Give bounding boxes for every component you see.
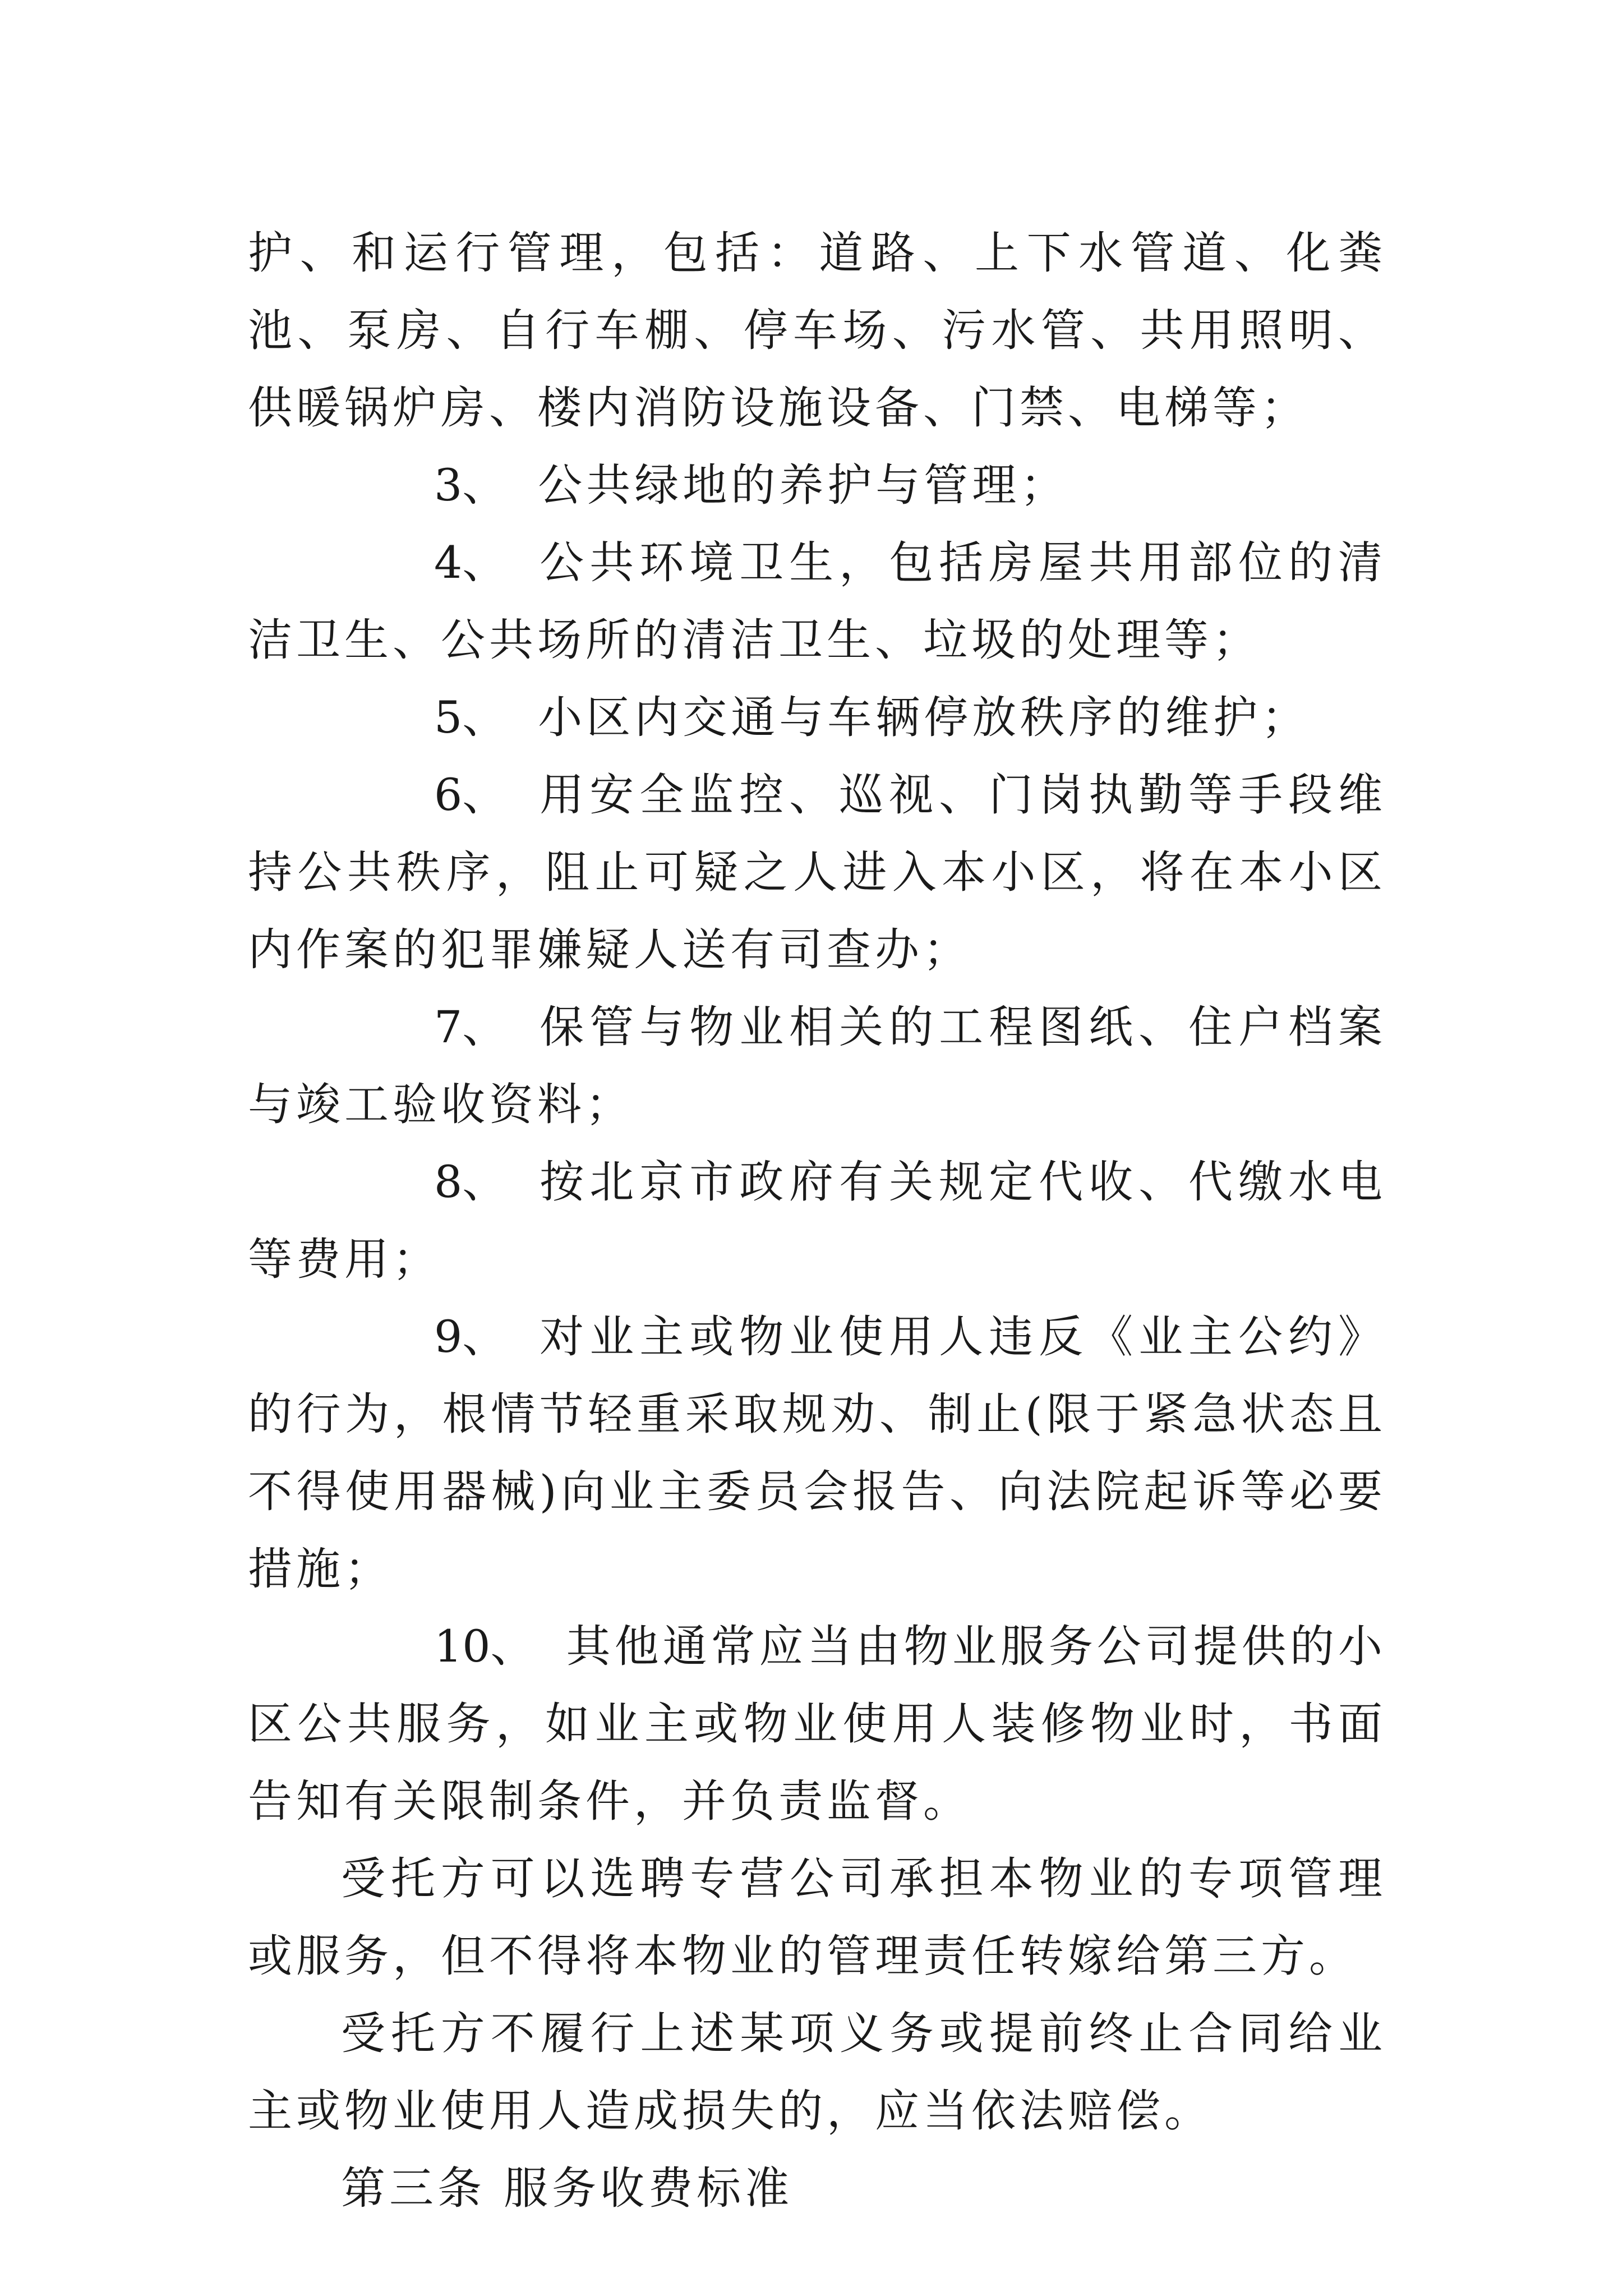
list-number: 8、 — [434, 1156, 507, 1208]
paragraph-text: 受托方可以选聘专营公司承担本物业的专项管理或服务，但不得将本物业的管理责任转嫁给第三方。 — [248, 1853, 1386, 1982]
list-number: 3、 — [434, 459, 507, 511]
list-item-text: 其他通常应当由物业服务公司提供的小区公共服务，如业主或物业使用人装修物业时，书面告知有关限制条件，并负责监督。 — [248, 1621, 1386, 1827]
list-item-10 — [248, 1608, 1386, 1840]
paragraph-text: 受托方不履行上述某项义务或提前终止合同给业主或物业使用人造成损失的，应当依法赔偿。 — [248, 2008, 1386, 2137]
list-item-text: 公共环境卫生，包括房屋共用部位的清洁卫生、公共场所的清洁卫生、垃圾的处理等； — [248, 537, 1386, 666]
list-number: 7、 — [434, 1001, 507, 1053]
list-item-3 — [248, 447, 1386, 524]
list-item-text: 小区内交通与车辆停放秩序的维护； — [538, 692, 1310, 743]
list-item-text: 对业主或物业使用人违反《业主公约》的行为，根情节轻重采取规劝、制止(限于紧急状态且不得使用器械)向业主委员会报告、向法院起诉等必要措施； — [248, 1311, 1386, 1595]
list-number: 4、 — [434, 537, 507, 588]
section-heading — [248, 2150, 1386, 2227]
paragraph-text: 护、和运行管理，包括：道路、上下水管道、化粪池、泵房、自行车棚、停车场、污水管、共用照明、供暖锅炉房、楼内消防设施设备、门禁、电梯等； — [248, 227, 1386, 434]
document-body — [248, 214, 1386, 2227]
list-item-6 — [248, 756, 1386, 988]
list-item-4 — [248, 524, 1386, 679]
list-item-text: 用安全监控、巡视、门岗执勤等手段维持公共秩序，阻止可疑之人进入本小区，将在本小区内作案的犯罪嫌疑人送有司查办； — [248, 769, 1386, 976]
list-number: 5、 — [434, 692, 507, 743]
list-item-text: 公共绿地的养护与管理； — [538, 459, 1069, 511]
list-item-8 — [248, 1143, 1386, 1298]
list-item-9 — [248, 1298, 1386, 1608]
list-item-5 — [248, 679, 1386, 756]
list-item-text: 按北京市政府有关规定代收、代缴水电等费用； — [248, 1156, 1386, 1285]
list-number: 10、 — [434, 1621, 535, 1672]
list-item-7 — [248, 988, 1386, 1143]
paragraph-liability — [248, 1995, 1386, 2150]
list-number: 9、 — [434, 1311, 507, 1363]
section-heading-text: 第三条 服务收费标准 — [341, 2162, 794, 2214]
paragraph-subcontract — [248, 1840, 1386, 1995]
list-item-text: 保管与物业相关的工程图纸、住户档案与竣工验收资料； — [248, 1001, 1386, 1130]
paragraph-continuation — [248, 214, 1386, 447]
list-number: 6、 — [434, 769, 507, 821]
